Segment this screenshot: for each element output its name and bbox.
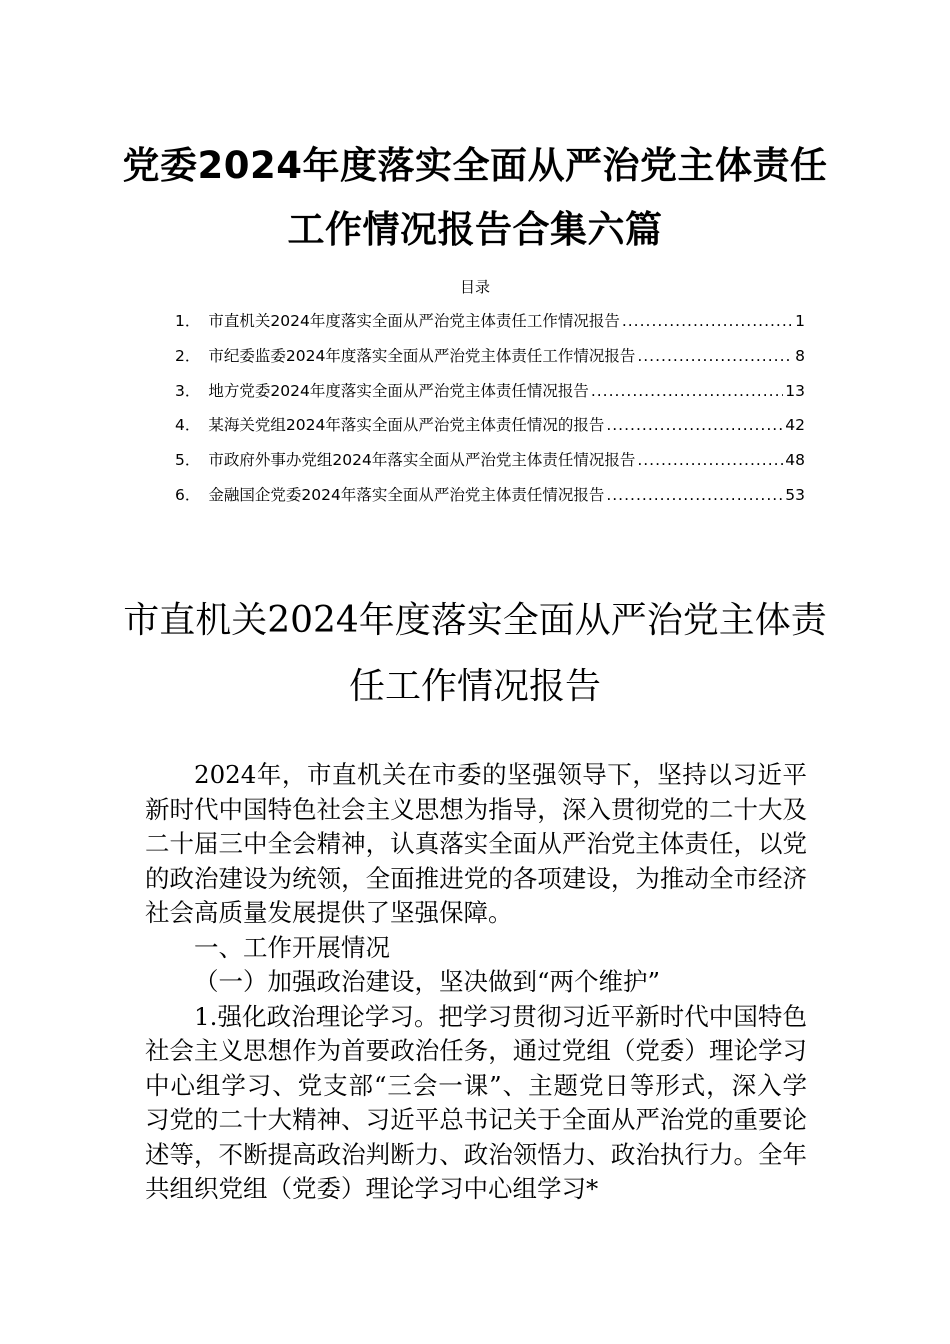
toc-entry-page: 53 [785, 485, 805, 504]
subsection-heading: （一）加强政治建设，坚决做到“两个维护” [194, 967, 661, 996]
toc-entry[interactable] [175, 411, 805, 446]
toc-entry-title: 某海关党组2024年落实全面从严治党主体责任情况的报告 [208, 416, 605, 435]
toc-entry[interactable] [175, 481, 805, 516]
toc-entry-page: 13 [785, 381, 805, 400]
toc-entry[interactable] [175, 377, 805, 412]
toc-dot-leader [637, 342, 793, 370]
toc-entry-number: 4． [175, 416, 201, 435]
toc-entry-title: 市直机关2024年度落实全面从严治党主体责任工作情况报告 [208, 312, 620, 330]
toc-entry[interactable] [175, 307, 805, 342]
toc-entry-number: 2． [175, 346, 201, 365]
toc-entry-number: 1． [175, 312, 201, 330]
intro-paragraph: 2024年，市直机关在市委的坚强领导下，坚持以习近平新时代中国特色社会主义思想为指导，深入贯彻党的二十大及二十届三中全会精神，认真落实全面从严治党主体责任，以党的政治建设为统领，全面推进党的各项建设，为推动全市经济社会高质量发展提供了坚强保障。 [145, 760, 807, 927]
toc-entry-page: 48 [785, 451, 805, 470]
toc-dot-leader [606, 411, 783, 439]
toc-entry[interactable] [175, 342, 805, 377]
toc-entry-number: 6． [175, 485, 201, 504]
toc-entry-page: 8 [795, 346, 805, 365]
section-heading: 一、工作开展情况 [194, 932, 390, 962]
toc-dot-leader [637, 446, 783, 474]
toc-entry-title: 金融国企党委2024年落实全面从严治党主体责任情况报告 [208, 485, 605, 504]
toc-entry-title: 市纪委监委2024年度落实全面从严治党主体责任工作情况报告 [208, 346, 636, 365]
toc-entry[interactable] [175, 446, 805, 481]
toc-dot-leader [591, 377, 783, 405]
article-title: 市直机关2024年度落实全面从严治党主体责任工作情况报告 [123, 600, 827, 707]
toc-dot-leader [622, 307, 793, 335]
toc-entry-title: 地方党委2024年度落实全面从严治党主体责任情况报告 [208, 381, 589, 400]
document-main-title: 党委2024年度落实全面从严治党主体责任工作情况报告合集六篇 [122, 144, 828, 251]
toc-dot-leader [606, 481, 783, 509]
toc-entry-number: 5． [175, 451, 201, 470]
toc-entry-page: 42 [785, 416, 805, 435]
toc-heading: 目录 [459, 278, 490, 296]
item-paragraph: 1.强化政治理论学习。把学习贯彻习近平新时代中国特色社会主义思想作为首要政治任务，通过党组（党委）理论学习中心组学习、党支部“三会一课”、主题党日等形式，深入学习党的二十大精神、习近平总书记关于全面从严治党的重要论述等，不断提高政治判断力、政治领悟力、政治执行力。全年共组织党组（党委）理论学习中心组学习* [145, 1001, 807, 1203]
toc-entry-number: 3． [175, 381, 201, 400]
toc-entry-title: 市政府外事办党组2024年落实全面从严治党主体责任情况报告 [208, 451, 636, 470]
article-body [145, 758, 807, 1207]
toc-entry-page: 1 [795, 312, 805, 330]
table-of-contents [175, 307, 805, 516]
